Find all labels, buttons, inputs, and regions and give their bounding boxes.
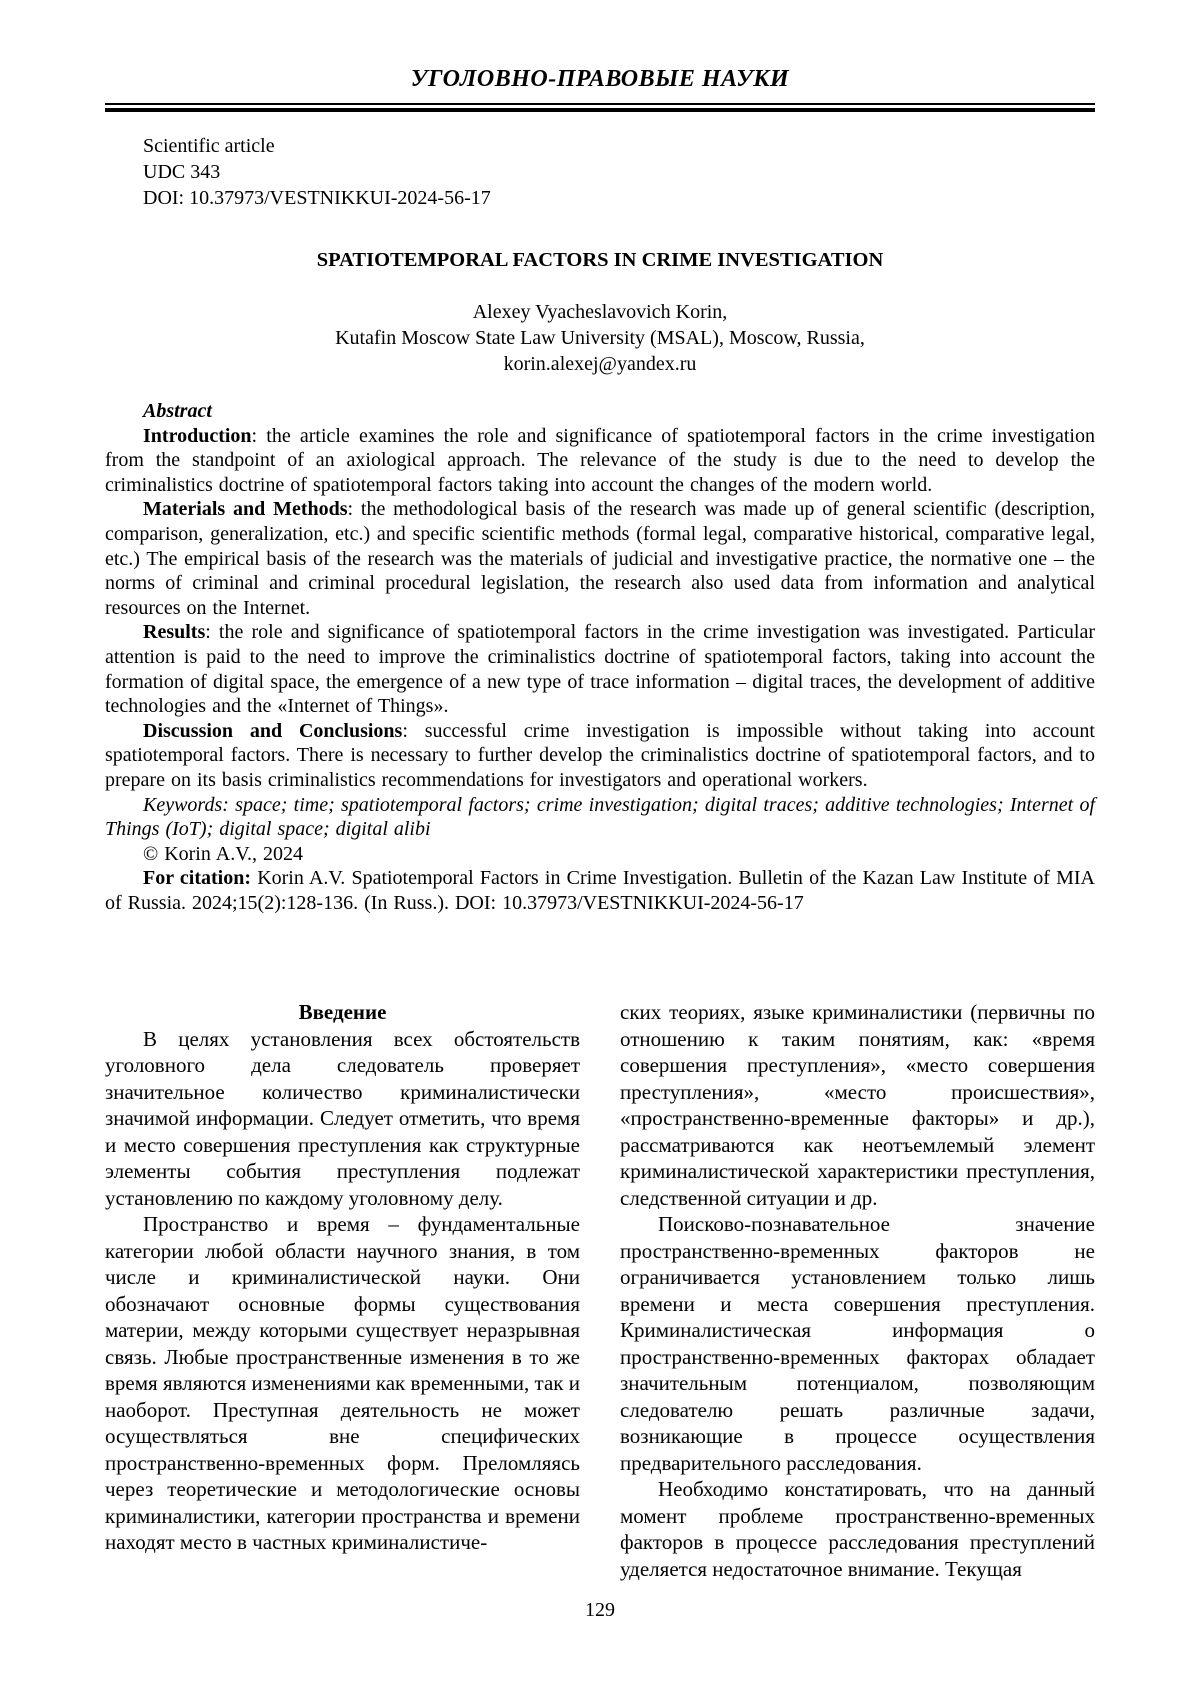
abstract-discussion-text: : successful crime investigation is impossible without taking into account spatiotemporal factors. There is necessary to further develop the criminalistics doctrine of spatiotemporal factors, and to prepare on its basis criminalistics recommendations for investigators and operational workers. (105, 719, 1095, 791)
right-column (620, 999, 1095, 1582)
abstract-materials (105, 497, 1095, 620)
introduction-heading: Введение (298, 1000, 387, 1025)
body-paragraph: Пространство и время – фундаментальные категории любой области научного знания, в том числе и криминалистической науки. Они обозначают основные формы существования материи, между которыми существует неразрывная связь. Любые пространственные изменения в то же время являются изменениями как временными, так и наоборот. Преступная деятельность не может осуществляться вне специфических пространственно-временных форм. Преломляясь через теоретические и методологические основы криминалистики, категории пространства и времени находят место в частных криминалистиче- (105, 1212, 580, 1555)
page-number: 129 (585, 1599, 615, 1621)
abstract-introduction (105, 424, 1095, 498)
authors-block (105, 299, 1095, 377)
article-type: Scientific article (143, 135, 275, 157)
header-double-rule (105, 103, 1095, 112)
abstract-heading: Abstract (143, 400, 212, 422)
copyright-line: © Korin A.V., 2024 (143, 842, 304, 865)
author-name: Alexey Vyacheslavovich Korin, (472, 301, 728, 323)
journal-section-header: УГОЛОВНО-ПРАВОВЫЕ НАУКИ (410, 66, 790, 92)
article-doi: DOI: 10.37973/VESTNIKKUI-2024-56-17 (143, 187, 491, 209)
article-title: SPATIOTEMPORAL FACTORS IN CRIME INVESTIGATION (316, 249, 884, 271)
keywords-line: Keywords: space; time; spatiotemporal factors; crime investigation; digital traces; additive technologies; Internet of Things (IoT); digital space; digital alibi (105, 793, 1095, 841)
citation-text: Korin A.V. Spatiotemporal Factors in Crime Investigation. Bulletin of the Kazan Law Institute of MIA of Russia. 2024;15(2):128-136. (In Russ.). DOI: 10.37973/VESTNIKKUI-2024-56-17 (105, 867, 1095, 914)
article-udc: UDC 343 (143, 161, 221, 183)
author-affiliation: Kutafin Moscow State Law University (MSAL), Moscow, Russia, (335, 327, 865, 349)
abstract-section (105, 399, 1095, 915)
abstract-results-label: Results (143, 621, 206, 644)
abstract-materials-text: : the methodological basis of the research was made up of general scientific (description, comparison, generalization, etc.) and specific scientific methods (formal legal, comparative historical, comparative legal, etc.) The empirical basis of the research was the materials of judicial and investigative practice, the normative one – the norms of criminal and criminal procedural legislation, the research also used data from information and analytical resources on the Internet. (105, 498, 1095, 619)
abstract-introduction-label: Introduction (143, 424, 252, 447)
two-column-body (105, 999, 1095, 1582)
abstract-results (105, 620, 1095, 718)
body-paragraph: ских теориях, языке криминалистики (первичны по отношению к таким понятиям, как: «время совершения преступления», «место совершения преступления», «место происшествия», «пространственно-временные факторы» и др.), рассматриваются как неотъемлемый элемент криминалистической характеристики преступления, следственной ситуации и др. (620, 1000, 1095, 1210)
abstract-introduction-text: : the article examines the role and significance of spatiotemporal factors in the crime investigation from the standpoint of an axiological approach. The relevance of the study is due to the need to develop the criminalistics doctrine of spatiotemporal factors taking into account the changes of the modern world. (105, 424, 1095, 496)
abstract-materials-label: Materials and Methods (143, 498, 348, 521)
abstract-results-text: : the role and significance of spatiotemporal factors in the crime investigation was investigated. Particular attention is paid to the need to improve the criminalistics doctrine of spatiotemporal factors, taking into account the formation of digital space, the emergence of a new type of trace information – digital traces, the development of additive technologies and the «Internet of Things». (105, 621, 1095, 718)
abstract-discussion (105, 719, 1095, 793)
body-paragraph: Необходимо констатировать, что на данный момент проблеме пространственно-временных факторов в процессе расследования преступлений уделяется недостаточное внимание. Текущая (620, 1477, 1095, 1581)
body-paragraph: Поисково-познавательное значение пространственно-временных факторов не ограничивается установлением только лишь времени и места совершения преступления. Криминалистическая информация о пространственно-временных факторах обладает значительным потенциалом, позволяющим следователю решать различные задачи, возникающие в процессе осуществления предварительного расследования. (620, 1212, 1095, 1475)
citation-label: For citation: (143, 867, 252, 890)
body-paragraph: В целях установления всех обстоятельств уголовного дела следователь проверяет значительное количество криминалистически значимой информации. Следует отметить, что время и место совершения преступления как структурные элементы события преступления подлежат установлению по каждому уголовному делу. (105, 1026, 580, 1210)
abstract-discussion-label: Discussion and Conclusions (143, 719, 403, 742)
article-meta (105, 133, 1095, 211)
left-column (105, 999, 580, 1582)
author-email: korin.alexej@yandex.ru (503, 353, 697, 375)
citation-line (105, 866, 1095, 915)
